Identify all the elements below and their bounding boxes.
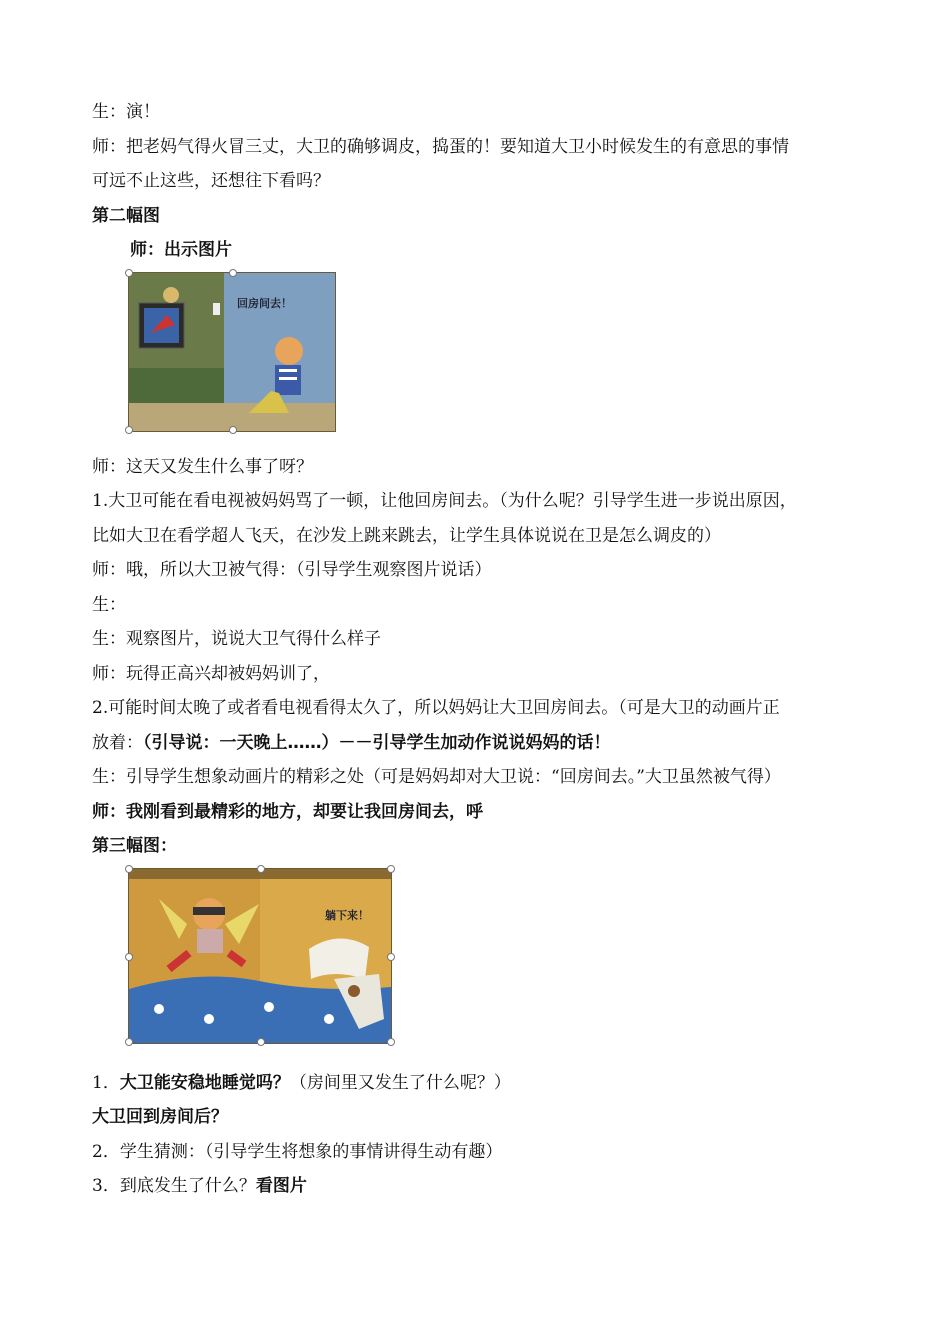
text-line: 生：引导学生想象动画片的精彩之处（可是妈妈却对大卫说：“回房间去。”大卫虽然被气得） bbox=[92, 767, 781, 787]
picture-3-illustration bbox=[129, 869, 391, 1043]
show-picture-line: 师：出示图片 bbox=[130, 240, 232, 260]
resize-handle[interactable] bbox=[387, 953, 395, 961]
text-line: 生：演！ bbox=[92, 102, 160, 122]
resize-handle[interactable] bbox=[125, 426, 133, 434]
resize-handle[interactable] bbox=[125, 865, 133, 873]
text-line: 比如大卫在看学超人飞天，在沙发上跳来跳去，让学生具体说说在卫是怎么调皮的） bbox=[92, 525, 721, 546]
question-3 bbox=[92, 1169, 867, 1204]
resize-handle[interactable] bbox=[387, 1038, 395, 1046]
text-run: 放着： bbox=[92, 732, 143, 753]
picture-2-tv-room[interactable] bbox=[128, 272, 336, 432]
text-line: 师：哦，所以大卫被气得：（引导学生观察图片说话） bbox=[92, 560, 492, 580]
document-page bbox=[92, 95, 867, 1204]
text-run-bold: 大卫能安稳地睡觉吗？ bbox=[119, 1072, 290, 1093]
text-line: 师：把老妈气得火冒三丈，大卫的确够调皮，捣蛋的！要知道大卫小时候发生的有意思的事情 bbox=[92, 136, 789, 157]
text-run-bold: （引导说：一天晚上……）－－引导学生加动作说说妈妈的话！ bbox=[143, 732, 611, 753]
text-line: 1.大卫可能在看电视被妈妈骂了一顿，让他回房间去。（为什么呢？引导学生进一步说出原因， bbox=[92, 491, 797, 511]
resize-handle[interactable] bbox=[229, 269, 237, 277]
text-line: 可远不止这些，还想往下看吗？ bbox=[92, 171, 330, 191]
resize-handle[interactable] bbox=[387, 865, 395, 873]
resize-handle[interactable] bbox=[125, 269, 133, 277]
resize-handle[interactable] bbox=[125, 953, 133, 961]
text-run: 3．到底发生了什么？ bbox=[92, 1176, 256, 1196]
resize-handle[interactable] bbox=[125, 1038, 133, 1046]
text-run: （房间里又发生了什么呢？） bbox=[289, 1072, 511, 1093]
question-2: 2．学生猜测：（引导学生将想象的事情讲得生动有趣） bbox=[92, 1141, 503, 1162]
text-line: 师：玩得正高兴却被妈妈训了， bbox=[92, 663, 330, 684]
text-line bbox=[92, 726, 867, 761]
resize-handle[interactable] bbox=[257, 1038, 265, 1046]
text-line: 2.可能时间太晚了或者看电视看得太久了，所以妈妈让大卫回房间去。（可是大卫的动画片正 bbox=[92, 698, 780, 718]
text-line: 生： bbox=[92, 594, 126, 615]
question-1 bbox=[92, 1066, 867, 1101]
resize-handle[interactable] bbox=[229, 426, 237, 434]
text-line-bold: 师：我刚看到最精彩的地方，却要让我回房间去，呼 bbox=[92, 801, 483, 822]
section-heading-2: 第二幅图 bbox=[92, 205, 160, 226]
text-line-bold: 大卫回到房间后？ bbox=[92, 1107, 228, 1127]
text-run-bold: 看图片 bbox=[255, 1176, 307, 1196]
section-heading-3: 第三幅图： bbox=[92, 836, 177, 856]
picture-3-caption: 躺下来！ bbox=[325, 908, 369, 922]
text-line: 师：这天又发生什么事了呀？ bbox=[92, 456, 313, 477]
picture-3-bedroom[interactable] bbox=[128, 868, 392, 1044]
text-run: 1． bbox=[92, 1072, 120, 1093]
resize-handle[interactable] bbox=[257, 865, 265, 873]
picture-2-caption: 回房间去！ bbox=[237, 296, 292, 310]
picture-2-illustration bbox=[129, 273, 335, 431]
text-line: 生：观察图片，说说大卫气得什么样子 bbox=[92, 629, 381, 649]
